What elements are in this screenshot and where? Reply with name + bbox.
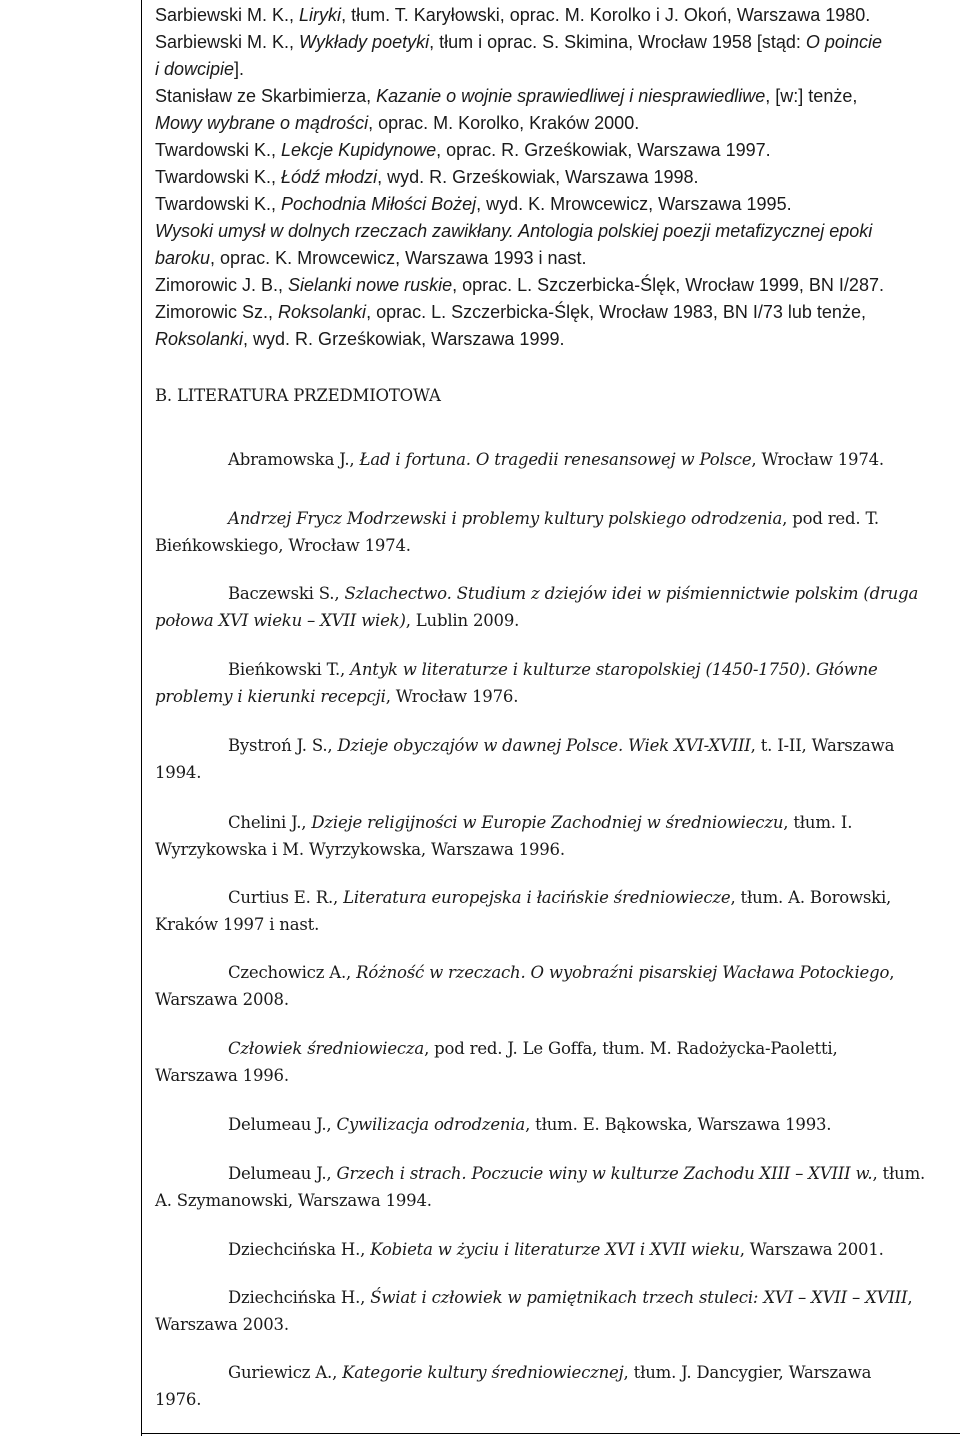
entry-continuation-line <box>155 608 519 634</box>
entry-continuation-line <box>155 987 289 1013</box>
text-segment: , Wrocław 1976. <box>385 687 519 706</box>
text-segment: , Warszawa 2001. <box>739 1240 884 1259</box>
title-segment: Pochodnia Miłości Bożej <box>281 194 477 214</box>
text-segment: , oprac. L. Szczerbicka-Ślęk, Wrocław 1983, BN I/73 lub tenże, <box>366 302 866 322</box>
title-segment: Sielanki nowe ruskie <box>288 275 453 295</box>
source-line <box>155 137 771 164</box>
title-segment: połowa XVI wieku – XVII wiek) <box>155 611 406 630</box>
entry-continuation-line <box>155 684 518 710</box>
source-line <box>155 218 872 245</box>
source-line <box>155 164 699 191</box>
source-line <box>155 56 244 83</box>
entry-continuation-line <box>155 1063 289 1089</box>
title-segment: Mowy wybrane o mądrości <box>155 113 369 133</box>
entry-continuation-line <box>155 760 201 786</box>
text-segment: , Lublin 2009. <box>405 611 520 630</box>
text-segment: Wyrzykowska i M. Wyrzykowska, Warszawa 1996. <box>155 840 565 859</box>
text-segment: , oprac. L. Szczerbicka-Ślęk, Wrocław 1999, BN I/287. <box>452 275 884 295</box>
title-segment: Dzieje religijności w Europie Zachodniej w średniowieczu <box>311 813 784 832</box>
title-segment: Świat i człowiek w pamiętnikach trzech stuleci: XVI – XVII – XVIII <box>370 1288 908 1307</box>
source-line <box>155 29 882 56</box>
title-segment: problemy i kierunki recepcji <box>155 687 386 706</box>
text-segment: , Wrocław 1974. <box>751 450 884 469</box>
title-segment: Kobieta w życiu i literaturze XVI i XVII wieku <box>370 1240 740 1259</box>
text-segment: A. Szymanowski, Warszawa 1994. <box>155 1191 432 1210</box>
entry-continuation-line <box>155 1312 289 1338</box>
entry-continuation-line <box>155 837 565 863</box>
title-segment: Lekcje Kupidynowe <box>281 140 437 160</box>
title-segment: Literatura europejska i łacińskie średniowiecze <box>343 888 731 907</box>
text-segment: , tłum. I. <box>783 813 853 832</box>
text-segment: Baczewski S., <box>228 584 345 603</box>
title-segment: Cywilizacja odrodzenia <box>336 1115 526 1134</box>
text-segment: , tłum. A. Borowski, <box>730 888 892 907</box>
text-segment: , wyd. R. Grześkowiak, Warszawa 1999. <box>243 329 565 349</box>
title-segment: Łódź młodzi <box>281 167 378 187</box>
entry-first-line <box>228 506 879 532</box>
title-segment: Liryki <box>299 5 342 25</box>
text-segment: Warszawa 1996. <box>155 1066 289 1085</box>
text-segment: Delumeau J., <box>228 1164 337 1183</box>
text-segment: ]. <box>234 59 245 79</box>
text-segment: , pod red. J. Le Goffa, tłum. M. Radożycka-Paoletti, <box>424 1039 838 1058</box>
title-segment: Roksolanki <box>155 329 244 349</box>
entry-first-line <box>228 1285 912 1311</box>
source-line <box>155 83 857 110</box>
title-segment: Szlachectwo. Studium z dziejów idei w piśmiennictwie polskim (druga <box>344 584 919 603</box>
title-segment: Antyk w literaturze i kulturze staropolskiej (1450-1750). Główne <box>350 660 878 679</box>
title-segment: O poincie <box>805 32 882 52</box>
text-segment: , tłum. J. Dancygier, Warszawa <box>623 1363 872 1382</box>
text-segment: Dziechcińska H., <box>228 1288 371 1307</box>
text-segment: Twardowski K., <box>155 167 282 187</box>
title-segment: Dzieje obyczajów w dawnej Polsce. Wiek XVI-XVIII <box>337 736 751 755</box>
text-segment: , <box>889 963 895 982</box>
bottom-border <box>141 1433 960 1434</box>
title-segment: Różność w rzeczach. O wyobraźni pisarskiej Wacława Potockiego <box>356 963 890 982</box>
text-segment: Czechowicz A., <box>228 963 357 982</box>
entry-continuation-line <box>155 1387 201 1413</box>
source-line <box>155 272 884 299</box>
text-segment: Warszawa 2008. <box>155 990 289 1009</box>
title-segment: Kategorie kultury średniowiecznej <box>342 1363 624 1382</box>
source-line <box>155 191 792 218</box>
text-segment: , wyd. R. Grześkowiak, Warszawa 1998. <box>377 167 699 187</box>
text-segment: 1994. <box>155 763 202 782</box>
text-segment: Sarbiewski M. K., <box>155 5 300 25</box>
source-line <box>155 299 866 326</box>
text-segment: Zimorowic Sz., <box>155 302 279 322</box>
text-segment: Guriewicz A., <box>228 1363 343 1382</box>
text-segment: , t. I-II, Warszawa <box>750 736 895 755</box>
text-segment: Bieńkowskiego, Wrocław 1974. <box>155 536 411 555</box>
text-segment: Twardowski K., <box>155 140 282 160</box>
entry-first-line <box>228 810 852 836</box>
text-segment: , tłum. T. Karyłowski, oprac. M. Korolko i J. Okoń, Warszawa 1980. <box>341 5 871 25</box>
text-segment: Stanisław ze Skarbimierza, <box>155 86 377 106</box>
text-segment: Dziechcińska H., <box>228 1240 371 1259</box>
entry-continuation-line <box>155 912 319 938</box>
text-segment: , oprac. R. Grześkowiak, Warszawa 1997. <box>436 140 771 160</box>
entry-first-line <box>228 1112 831 1138</box>
text-segment: , tłum i oprac. S. Skimina, Wrocław 1958 [stąd: <box>429 32 806 52</box>
title-segment: Andrzej Frycz Modrzewski i problemy kultury polskiego odrodzenia <box>228 509 783 528</box>
source-line <box>155 110 639 137</box>
text-segment: Sarbiewski M. K., <box>155 32 300 52</box>
text-segment: , <box>907 1288 913 1307</box>
title-segment: Wysoki umysł w dolnych rzeczach zawikłany. Antologia polskiej poezji metafizycznej epoki <box>155 221 873 241</box>
title-segment: Ład i fortuna. O tragedii renesansowej w Polsce <box>359 450 752 469</box>
entry-first-line <box>228 581 918 607</box>
title-segment: Roksolanki <box>278 302 367 322</box>
text-segment: Bieńkowski T., <box>228 660 351 679</box>
entry-first-line <box>228 1237 884 1263</box>
text-segment: Delumeau J., <box>228 1115 337 1134</box>
text-segment: i dowcipie <box>155 59 235 79</box>
entry-first-line <box>228 1036 838 1062</box>
text-segment: 1976. <box>155 1390 202 1409</box>
title-segment: Człowiek średniowiecza <box>228 1039 425 1058</box>
text-segment: Zimorowic J. B., <box>155 275 289 295</box>
entry-continuation-line <box>155 533 411 559</box>
entry-first-line <box>228 1161 925 1187</box>
text-segment: , [w:] tenże, <box>765 86 858 106</box>
text-segment: Kraków 1997 i nast. <box>155 915 320 934</box>
text-segment: Chelini J., <box>228 813 312 832</box>
entry-first-line <box>228 885 891 911</box>
entry-first-line <box>228 657 878 683</box>
entry-first-line <box>228 447 884 473</box>
title-segment: Wykłady poetyki <box>299 32 430 52</box>
entry-continuation-line <box>155 1188 432 1214</box>
text-segment: , wyd. K. Mrowcewicz, Warszawa 1995. <box>476 194 792 214</box>
text-segment: , oprac. M. Korolko, Kraków 2000. <box>368 113 640 133</box>
entry-first-line <box>228 960 894 986</box>
text-segment: , oprac. K. Mrowcewicz, Warszawa 1993 i nast. <box>210 248 587 268</box>
text-segment: , pod red. T. <box>782 509 879 528</box>
text-segment: Curtius E. R., <box>228 888 344 907</box>
text-segment: , tłum. E. Bąkowska, Warszawa 1993. <box>525 1115 832 1134</box>
source-line <box>155 2 870 29</box>
title-segment: Kazanie o wojnie sprawiedliwej i niesprawiedliwe <box>376 86 766 106</box>
title-segment: Grzech i strach. Poczucie winy w kulturze Zachodu XIII – XVIII w. <box>336 1164 873 1183</box>
text-segment: Abramowska J., <box>228 450 360 469</box>
entry-first-line <box>228 1360 871 1386</box>
entry-first-line <box>228 733 894 759</box>
text-segment: Warszawa 2003. <box>155 1315 289 1334</box>
source-line <box>155 245 587 272</box>
source-line <box>155 326 564 353</box>
text-segment: , tłum. <box>872 1164 926 1183</box>
text-segment: Twardowski K., <box>155 194 282 214</box>
text-segment: Bystroń J. S., <box>228 736 338 755</box>
title-segment: baroku <box>155 248 211 268</box>
section-heading: B. LITERATURA PRZEDMIOTOWA <box>155 386 441 405</box>
